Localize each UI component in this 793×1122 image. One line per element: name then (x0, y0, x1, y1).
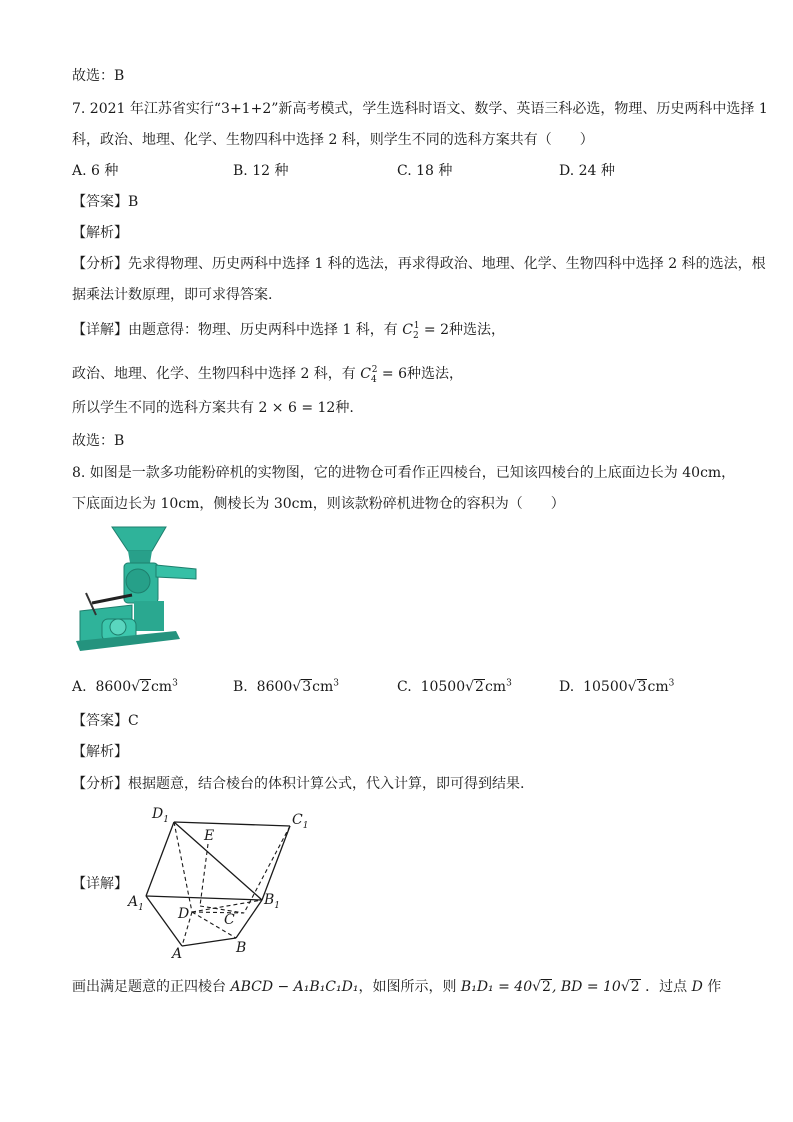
detail-tag: 【详解】 (72, 322, 128, 338)
comb-sub: 4 (370, 374, 377, 385)
label-b: B (236, 940, 247, 956)
q7-stem-line2: 科，政治、地理、化学、生物四科中选择 2 科，则学生不同的选科方案共有（ ） (72, 132, 594, 148)
radical-sign: √ (627, 679, 637, 695)
radical-sign: √ (131, 679, 141, 695)
unit: cm (150, 679, 173, 695)
radical-sign: √ (465, 679, 475, 695)
answer-tag: 【答案】 (72, 194, 128, 210)
crusher-machine-image (72, 523, 200, 653)
q7-detail-line2 (72, 364, 463, 384)
frustum-name: ABCD − A₁B₁C₁D₁ (230, 979, 359, 995)
radicand: 3 (302, 679, 312, 695)
q6-conclusion: 故选：B (72, 68, 125, 84)
option-letter: A. (72, 679, 87, 695)
q7-detail-line3 (72, 398, 354, 418)
answer-value: B (128, 194, 139, 210)
option-letter: D. (559, 679, 575, 695)
q7-option-c: C. 18 种 (397, 163, 453, 179)
fenxi-tag: 【分析】 (72, 256, 128, 272)
q7-analysis-tag: 【解析】 (72, 225, 128, 241)
fenxi-text: 根据题意，结合棱台的体积计算公式，代入计算，即可得到结果. (128, 776, 525, 792)
q7-option-a: A. 6 种 (72, 163, 119, 179)
radical-sign: √ (620, 979, 630, 995)
edge-c1b1 (262, 826, 290, 900)
comb-sup: 1 (413, 321, 420, 332)
fenxi-text: 先求得物理、历史两科中选择 1 科的选法，再求得政治、地理、化学、生物四科中选择 2 科的选法，根 (128, 256, 766, 272)
answer-tag: 【答案】 (72, 713, 128, 729)
q8-stem-line1: 8. 如图是一款多功能粉碎机的实物图，它的进物仓可看作正四棱台，已知该四棱台的上底面边长为 40cm， (72, 465, 736, 481)
option-letter: C. (397, 679, 412, 695)
radicand: 2 (141, 679, 150, 695)
q7-fenxi-line1 (72, 254, 766, 274)
option-coef: 10500 (420, 679, 466, 695)
unit-exp: 3 (333, 678, 339, 689)
unit: cm (312, 679, 334, 695)
radicand: 3 (637, 679, 647, 695)
label-c: C (224, 912, 235, 928)
q8-option-c (397, 677, 512, 697)
answer-value: C (128, 713, 139, 729)
q7-answer (72, 192, 138, 212)
detail-text: 政治、地理、化学、生物四科中选择 2 科，有 (72, 366, 356, 382)
edge-ab (182, 938, 236, 946)
radical-sign: √ (292, 679, 302, 695)
q8-option-b (233, 677, 339, 697)
edge-a1b1 (146, 896, 262, 900)
unit: cm (647, 679, 669, 695)
unit-exp: 3 (668, 678, 675, 689)
q7-option-d: D. 24 种 (559, 163, 615, 179)
q8-stem-line2: 下底面边长为 10cm，侧棱长为 30cm，则该款粉碎机进物仓的容积为（ ） (72, 496, 565, 512)
option-letter: B. (233, 679, 248, 695)
label-b1: $B_1$ (264, 892, 281, 911)
detail-text: 作 (707, 979, 722, 995)
radicand: 2 (630, 979, 640, 995)
comb-sub: 2 (412, 330, 419, 341)
detail-text: 画出满足题意的正四棱台 (72, 979, 226, 995)
label-e: E (204, 828, 215, 844)
q7-option-b: B. 12 种 (233, 163, 289, 179)
comb-eq: = 2 (423, 322, 449, 338)
unit-exp: 3 (506, 678, 512, 689)
segment-e (200, 844, 208, 906)
q8-fenxi (72, 774, 524, 794)
q8-option-d (559, 677, 674, 697)
detail-suffix: 种. (335, 400, 354, 416)
radicand: 2 (542, 979, 551, 995)
label-d1: $D_1$ (152, 806, 169, 825)
option-coef: 10500 (583, 679, 628, 695)
b1d1-expression: B₁D₁ = 40 (460, 979, 533, 995)
option-coef: 8600 (256, 679, 293, 695)
edge-d1c1 (174, 822, 290, 826)
combination-symbol: C (360, 366, 371, 382)
detail-suffix: 种选法， (407, 366, 463, 382)
label-a1: $A_1$ (128, 894, 144, 913)
detail-text: ，如图所示，则 (358, 979, 457, 995)
unit-exp: 3 (172, 678, 178, 689)
frustum-figure (122, 800, 322, 962)
detail-text: 由题意得：物理、历史两科中选择 1 科，有 (128, 322, 398, 338)
label-c1: $C_1$ (292, 812, 309, 831)
detail-suffix: 种选法， (449, 322, 505, 338)
diag-d1b1 (174, 822, 262, 900)
detail-text: ．过点 (645, 979, 688, 995)
q8-detail-tag: 【详解】 (72, 876, 128, 892)
combination-symbol: C (402, 322, 413, 338)
edge-b1b (236, 900, 262, 938)
q8-detail-last-line (72, 977, 721, 997)
q7-conclusion: 故选：B (72, 433, 125, 449)
edge-a1a (146, 896, 182, 946)
comb-sup: 2 (371, 365, 378, 376)
fenxi-tag: 【分析】 (72, 776, 128, 792)
q8-option-a (72, 677, 178, 697)
product-expression: 2 × 6 = 12 (258, 400, 336, 416)
q7-fenxi-line2: 据乘法计数原理，即可求得答案. (72, 287, 273, 303)
label-d: D (178, 906, 190, 922)
q8-analysis-tag: 【解析】 (72, 744, 128, 760)
label-a: A (172, 946, 183, 962)
bd-expression: , BD = 10 (551, 979, 621, 995)
point-d: D (691, 979, 703, 995)
radicand: 2 (475, 679, 484, 695)
comb-eq: = 6 (381, 366, 407, 382)
q8-answer (72, 711, 139, 731)
q7-detail-line1 (72, 320, 505, 340)
q7-stem-line1: 7. 2021 年江苏省实行“3+1+2”新高考模式，学生选科时语文、数学、英语三科必选，物理、历史两科中选择 1 (72, 101, 768, 117)
edge-d1a1 (146, 822, 174, 896)
option-coef: 8600 (95, 679, 132, 695)
radical-sign: √ (532, 979, 542, 995)
unit: cm (484, 679, 507, 695)
detail-text: 所以学生不同的选科方案共有 (72, 400, 254, 416)
